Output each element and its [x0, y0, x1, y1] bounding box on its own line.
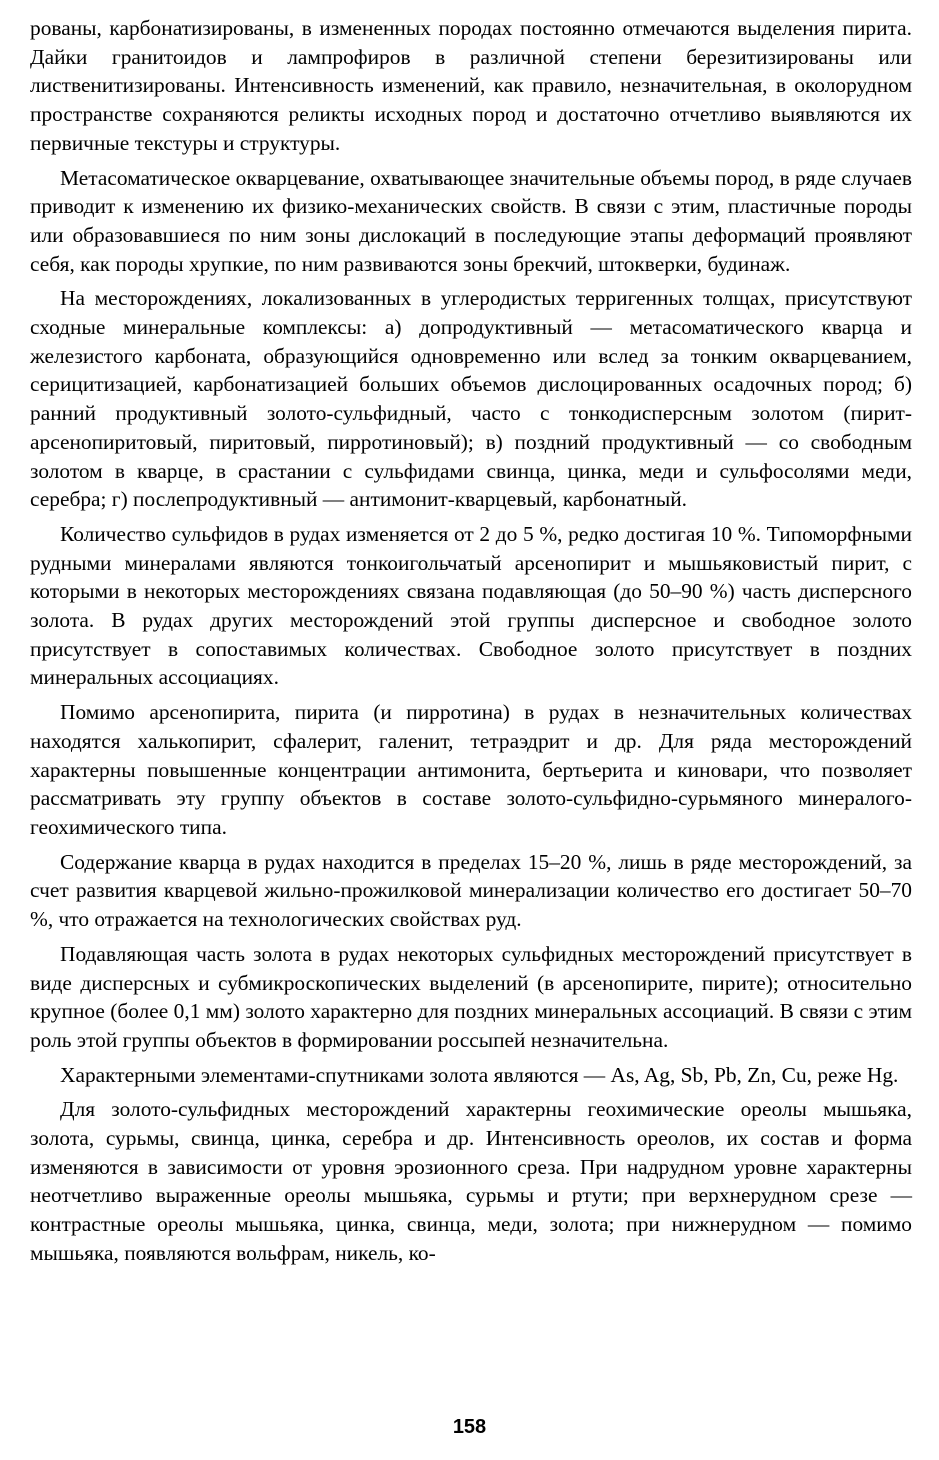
paragraph-mineral-complexes: На месторождениях, локализованных в углеродистых терригенных толщах, присутствуют сходные минеральные комплексы: а) допродуктивный — метасоматического кварца и железистого карбоната, образующийся одновременно или вслед за тонким окварцеванием, серицитизацией, карбонатизацией больших объемов дислоцированных осадочных пород; б) ранний продуктивный золото-сульфидный, часто с тонкодисперсным золотом (пирит-арсенопиритовый, пиритовый, пирротиновый); в) поздний продуктивный — со свободным золотом в кварце, в срастании с сульфидами свинца, цинка, меди и сульфосолями меди, серебра; г) послепродуктивный — антимонит-кварцевый, карбонатный.	[30, 286, 912, 512]
paragraph-metasomatic-silicification: Метасоматическое окварцевание, охватывающее значительные объемы пород, в ряде случаев приводит к изменению их физико-механических свойств. В связи с этим, пластичные породы или образовавшиеся по ним зоны дислокаций в последующие этапы деформаций проявляют себя, как породы хрупкие, по ним развиваются зоны брекчий, штокверки, будинаж.	[30, 165, 912, 276]
paragraph-quartz-content: Содержание кварца в рудах находится в пределах 15–20 %, лишь в ряде месторождений, за счет развития кварцевой жильно-прожилковой минерализации количество его достигает 50–70 %, что отражается на технологических свойствах руд.	[30, 849, 912, 932]
paragraph-satellite-elements: Характерными элементами-спутниками золота являются — As, Ag, Sb, Pb, Zn, Cu, реже Hg.	[60, 1062, 899, 1087]
paragraph-sulfide-content: Количество сульфидов в рудах изменяется от 2 до 5 %, редко достигая 10 %. Типоморфными рудными минералами являются тонкоигольчатый арсенопирит и мышьяковистый пирит, с которыми в некоторых месторождениях связана подавляющая (до 50–90 %) часть дисперсного золота. В рудах других месторождений этой группы дисперсное и свободное золото присутствует в сопоставимых количествах. Свободное золото присутствует в поздних минеральных ассоциациях.	[30, 521, 912, 690]
page-body	[30, 14, 912, 1268]
paragraph-accessory-minerals: Помимо арсенопирита, пирита (и пирротина) в рудах в незначительных количествах находятся халькопирит, сфалерит, галенит, тетраэдрит и др. Для ряда месторождений характерны повышенные концентрации антимонита, бертьерита и киновари, что позволяет рассматривать эту группу объектов в составе золото-сульфидно-сурьмяного минералого-геохимического типа.	[30, 700, 912, 839]
page-number: 158	[452, 1416, 487, 1438]
paragraph-gold-forms: Подавляющая часть золота в рудах некоторых сульфидных месторождений присутствует в виде дисперсных и субмикроскопических выделений (в арсенопирите, пирите); относительно крупное (более 0,1 мм) золото характерно для поздних минеральных ассоциаций. В связи с этим роль этой группы объектов в формировании россыпей незначительна.	[30, 941, 912, 1052]
paragraph-geochemical-halos: Для золото-сульфидных месторождений характерны геохимические ореолы мышьяка, золота, сурьмы, свинца, цинка, серебра и др. Интенсивность ореолов, их состав и форма изменяются в зависимости от уровня эрозионного среза. При надрудном уровне характерны неотчетливо выраженные ореолы мышьяка, сурьмы и ртути; при верхнерудном срезе — контрастные ореолы мышьяка, цинка, свинца, меди, золота; при нижнерудном — помимо мышьяка, появляются вольфрам, никель, ко-	[30, 1097, 912, 1265]
paragraph-continuation: рованы, карбонатизированы, в измененных породах постоянно отмечаются выделения пирита. Дайки гранитоидов и лампрофиров в различной степени березитизированы или лиственитизированы. Интенсивность изменений, как правило, незначительная, в околорудном пространстве сохраняются реликты исходных пород и достаточно отчетливо выявляются их первичные текстуры и структуры.	[30, 16, 912, 155]
